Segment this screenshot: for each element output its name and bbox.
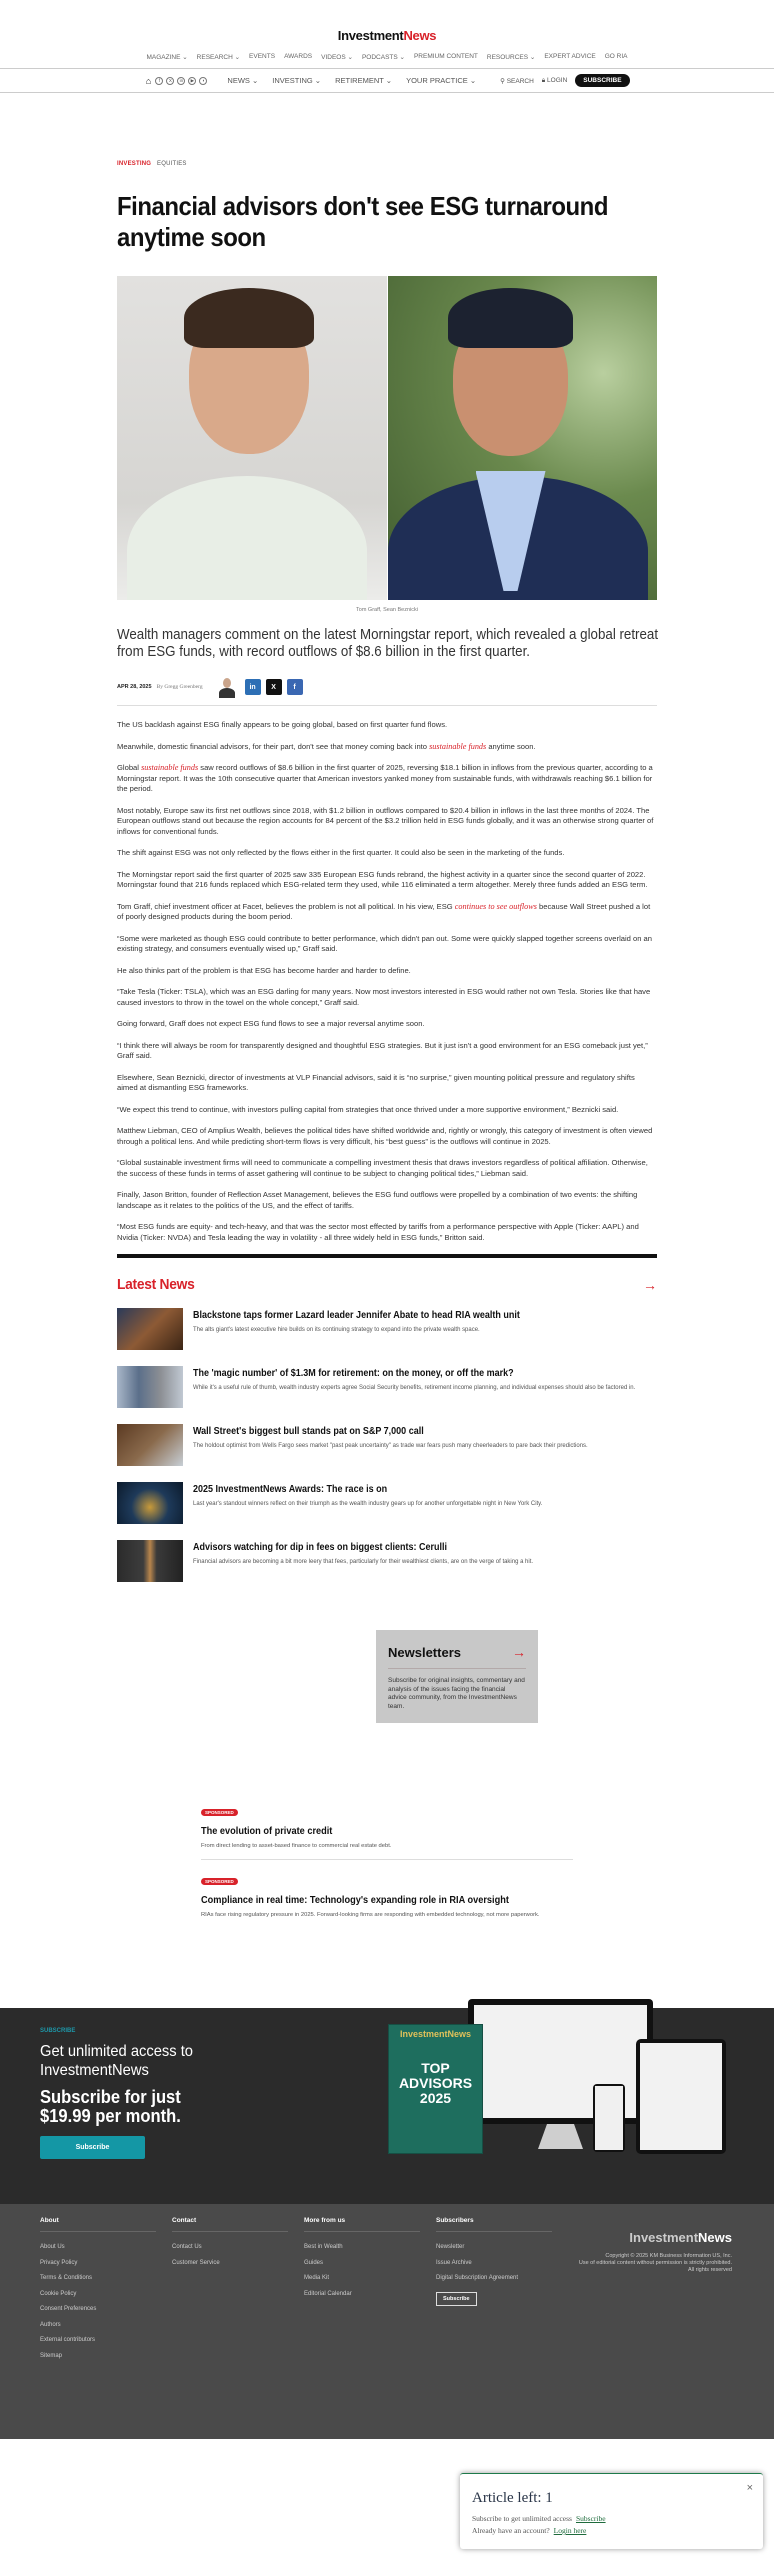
news-title[interactable]: Wall Street's biggest bull stands pat on S&P 7,000 call (193, 1426, 424, 1437)
article-body (117, 720, 657, 1243)
image-caption: Tom Graff, Sean Beznicki (356, 607, 418, 613)
news-item[interactable] (117, 1366, 657, 1424)
news-item[interactable] (117, 1482, 657, 1540)
paywall-login-link[interactable]: Login here (553, 2526, 587, 2535)
top-menu-awards[interactable]: AWARDS (284, 53, 313, 60)
home-icon[interactable]: ⌂ (145, 75, 152, 86)
author-avatar[interactable] (218, 676, 236, 698)
lock-icon: 🔒︎ (541, 76, 548, 84)
news-thumbnail[interactable] (117, 1366, 183, 1408)
copyright: Copyright © 2025 KM Business Information US, Inc. Use of editorial content without permission is strictly prohibited. All rights reserved (578, 2253, 732, 2273)
paragraph: Matthew Liebman, CEO of Amplius Wealth, believes the political tides have shifted worldwide and, rightly or wrongly, this category of investment is often viewed through a political lens. And while predicting short-term flows is very difficult, his “best guess” is the outflows will continue in 2025. (117, 1126, 653, 1146)
close-icon[interactable]: × (746, 2482, 753, 2494)
footer-link[interactable]: Terms & Conditions (40, 2275, 93, 2281)
footer-link[interactable]: Issue Archive (436, 2259, 472, 2266)
photo-sean-beznicki (388, 276, 658, 600)
footer-logo[interactable]: InvestmentNews (629, 2230, 732, 2245)
article-deck: Wealth managers comment on the latest Morningstar report, which revealed a global retreat from ESG funds, with record outflows of $8.6 billion in the first quarter. (117, 627, 659, 660)
footer-link[interactable]: Newsletter (436, 2244, 465, 2250)
category-equities[interactable]: EQUITIES (157, 161, 187, 167)
section-divider (117, 1254, 657, 1258)
paragraph: The Morningstar report said the first quarter of 2025 saw 335 European ESG funds rebrand, the highest activity in a quarter since the second quarter of 2022. Morningstar found that 216 funds replaced which ESG-related term they used, while 116 eliminated a term altogether. Merely three funds added an ESG term. (117, 869, 648, 889)
sponsored-badge: SPONSORED (201, 1809, 238, 1816)
phone-image (593, 2084, 625, 2152)
footer-link[interactable]: Media Kit (304, 2275, 330, 2281)
newsletter-heading[interactable]: Newsletters (388, 1644, 461, 1660)
news-title[interactable]: 2025 InvestmentNews Awards: The race is on (193, 1484, 388, 1495)
top-menu-events[interactable]: EVENTS (249, 53, 276, 60)
paragraph: Global sustainable funds saw record outflows of $8.6 billion in the first quarter of 2025, reversing $18.1 billion in inflows from the previous quarter, according to a Morningstar report. It was the 10th consecutive quarter that American investors yanked money from sustainable funds, with withdrawals reaching $6.1 billion for the period. (117, 763, 653, 793)
footer-link[interactable]: Consent Preferences (40, 2306, 97, 2312)
footer-link[interactable]: Contact Us (172, 2244, 202, 2250)
subscribe-button[interactable]: SUBSCRIBE (575, 74, 629, 87)
social-icons (144, 77, 207, 85)
top-menu-podcasts[interactable]: PODCASTS ⌄ (361, 54, 405, 61)
news-desc: Last year's standout winners reflect on their triumph as the wealth industry gears up for another unforgettable night in New York City. (193, 1500, 543, 1507)
news-thumbnail[interactable] (117, 1482, 183, 1524)
subscribe-promo (0, 2008, 774, 2204)
footer-link[interactable]: Digital Subscription Agreement (436, 2275, 519, 2281)
footer-col-subscribers: Subscribers Newsletter Issue Archive Digital Subscription Agreement Subscribe (436, 2217, 552, 2364)
publish-date: APR 28, 2025 (117, 684, 152, 690)
sponsored-badge: SPONSORED (201, 1878, 238, 1885)
sponsored-title[interactable]: The evolution of private credit (201, 1826, 333, 1837)
article-title: Financial advisors don't see ESG turnaround anytime soon (117, 191, 608, 252)
search-icon: ⚲ (500, 77, 507, 85)
login-button[interactable]: 🔒︎ LOGIN (541, 76, 568, 84)
sponsored-content (201, 1801, 573, 1928)
paragraph: Finally, Jason Britton, founder of Reflection Asset Management, believes the ESG fund outflows were propelled by a combination of two events: the shifting landscape as it relates to the politics of the US, and the effect of tariffs. (117, 1190, 638, 1210)
site-header (0, 0, 774, 93)
news-title[interactable]: Advisors watching for dip in fees on biggest clients: Cerulli (193, 1542, 448, 1553)
nav-retirement[interactable]: RETIREMENT ⌄ (335, 76, 393, 85)
footer-link[interactable]: Guides (304, 2259, 324, 2266)
top-menu-magazine[interactable]: MAGAZINE ⌄ (146, 54, 188, 61)
site-logo[interactable]: InvestmentNews (337, 28, 437, 43)
latest-news (117, 1276, 657, 1598)
newsletter-card[interactable] (376, 1630, 538, 1723)
latest-news-heading[interactable]: Latest News (117, 1276, 195, 1293)
article-categories (117, 161, 657, 167)
author-name[interactable]: By Gregg Greenberg (156, 684, 203, 690)
news-item[interactable] (117, 1424, 657, 1482)
magazine-cover: InvestmentNews TOP ADVISORS 2025 (388, 2024, 483, 2154)
paywall-popup: × Article left: 1 Subscribe to get unlimited access Subscribe Already have an account? Login here (460, 2473, 763, 2549)
paragraph: “Take Tesla (Ticker: TSLA), which was an ESG darling for many years. Now most investors interested in ESG would rather not own Tesla. Stories like that have caused investors to throw in the towel on the whole concept,” Graff said. (117, 987, 651, 1007)
top-menu-research[interactable]: RESEARCH ⌄ (196, 54, 241, 61)
sponsored-desc: RIAs face rising regulatory pressure in 2025. Forward-looking firms are responding with embedded technology, not more paperwork. (201, 1912, 540, 1918)
footer-col-about: About About Us Privacy Policy Terms & Conditions Cookie Policy Consent Preferences Authors External contributors Sitemap (40, 2217, 156, 2364)
news-item[interactable] (117, 1308, 657, 1366)
paragraph: He also thinks part of the problem is that ESG has become harder and harder to define. (117, 965, 411, 975)
main-nav (0, 68, 774, 93)
arrow-right-icon[interactable]: → (643, 1276, 657, 1293)
linkedin-icon[interactable]: in (177, 77, 185, 85)
footer-col-contact: Contact Contact Us Customer Service (172, 2217, 288, 2364)
photo-tom-graff (117, 276, 387, 600)
sponsored-item[interactable] (201, 1801, 573, 1859)
news-desc: The holdout optimist from Wells Fargo sees market "past peak uncertainty" as trade war fears push many cheerleaders to pare back their predictions. (193, 1442, 588, 1449)
monitor-image (468, 1999, 653, 2124)
newsletter-desc: Subscribe for original insights, commentary and analysis of the issues facing the financial advice community, from the InvestmentNews team. (388, 1677, 525, 1710)
paragraph: Going forward, Graff does not expect ESG fund flows to see a major reversal anytime soon. (117, 1019, 425, 1028)
news-thumbnail[interactable] (117, 1308, 183, 1350)
share-facebook-icon[interactable]: f (287, 679, 303, 695)
nav-investing[interactable]: INVESTING ⌄ (272, 76, 322, 85)
footer-link[interactable]: External contributors (40, 2337, 96, 2343)
footer-col-more: More from us Best in Wealth Guides Media Kit Editorial Calendar (304, 2217, 420, 2364)
sponsored-desc: From direct lending to asset-based finance to commercial real estate debt. (201, 1843, 392, 1849)
footer-link[interactable]: Sitemap (40, 2352, 63, 2359)
paragraph: Most notably, Europe saw its first net outflows since 2018, with $1.2 billion in outflows compared to $20.4 billion in inflows in the last three months of 2024. The European outflows stand out because the region accounts for 84 percent of the $3.2 trillion held in ESG funds globally, and it was an otherwise strong quarter of inflows for conventional funds. (117, 805, 654, 836)
top-menu-videos[interactable]: VIDEOS ⌄ (321, 54, 353, 61)
nav-your-practice[interactable]: YOUR PRACTICE ⌄ (406, 76, 477, 85)
footer-link[interactable]: Authors (40, 2321, 61, 2328)
paragraph: Meanwhile, domestic financial advisors, for their part, don't see that money coming back into sustainable funds anytime soon. (117, 741, 536, 751)
devices-illustration (388, 1999, 743, 2159)
search-button[interactable]: ⚲ SEARCH (500, 77, 534, 85)
paragraph: Tom Graff, chief investment officer at Facet, believes the problem is not all political. In his view, ESG continues to see outflows because Wall Street pushed a lot of poorly designed products during the boom period. (117, 901, 651, 921)
paragraph: “Some were marketed as though ESG could contribute to better performance, which didn't pan out. Some were quickly slapped together screens overlaid on an existing strategy, and consumers eventually wised up,” Graff said. (117, 933, 652, 953)
rss-icon[interactable]: ◗ (199, 77, 207, 85)
promo-kicker: SUBSCRIBE (40, 2028, 76, 2034)
footer-link[interactable]: Best in Wealth (304, 2244, 343, 2250)
tablet-image (636, 2039, 726, 2154)
link-sustainable-funds[interactable]: sustainable funds (429, 741, 487, 751)
paragraph: Elsewhere, Sean Beznicki, director of investments at VLP Financial advisors, said it is “no surprise,” given mounting political pressure and regulatory shifts aimed at dismantling ESG frameworks. (117, 1072, 635, 1092)
footer-link[interactable]: About Us (40, 2244, 65, 2250)
news-thumbnail[interactable] (117, 1540, 183, 1582)
promo-lead: Get unlimited access to InvestmentNews (40, 2043, 193, 2079)
news-desc: While it's a useful rule of thumb, wealth industry experts agree Social Security benefits, retirement income planning, and individual expenses should also be factored in. (193, 1384, 636, 1391)
nav-actions (500, 74, 629, 87)
nav-news[interactable]: NEWS ⌄ (227, 76, 259, 85)
top-menu-go-ria[interactable]: GO RIA (604, 53, 628, 60)
link-continues-to-see-outflows[interactable]: continues to see outflows (454, 901, 537, 911)
news-thumbnail[interactable] (117, 1424, 183, 1466)
news-desc: The alts giant's latest executive hire builds on its continuing strategy to expand into the private wealth space. (193, 1326, 480, 1333)
footer-brand (572, 2230, 732, 2274)
category-investing[interactable]: INVESTING (117, 161, 152, 167)
news-item[interactable] (117, 1540, 657, 1598)
arrow-right-icon[interactable]: → (512, 1644, 526, 1660)
paywall-title: Article left: 1 (472, 2490, 553, 2506)
hero-image (117, 276, 657, 600)
paragraph: “I think there will always be room for transparently designed and thoughtful ESG strategies. But it just isn't a good environment for an ESG comeback just yet,” Graff said. (117, 1040, 648, 1060)
paywall-subscribe-link[interactable]: Subscribe (575, 2514, 606, 2523)
share-x-icon[interactable]: X (266, 679, 282, 695)
paragraph: The shift against ESG was not only reflected by the flows either in the first quarter. It could also be seen in the marketing of the funds. (117, 848, 565, 857)
paragraph: The US backlash against ESG finally appears to be going global, based on first quarter fund flows. (117, 720, 448, 729)
paragraph: “Most ESG funds are equity- and tech-heavy, and that was the sector most effected by tariffs from a performance perspective with Apple (Ticker: AAPL) and Nvidia (Ticker: NVDA) and Tesla leading the way in volatility - all three widely held in ESG funds,” Britton said. (117, 1222, 639, 1242)
news-title[interactable]: The 'magic number' of $1.3M for retirement: on the money, or off the mark? (193, 1368, 514, 1379)
news-title[interactable]: Blackstone taps former Lazard leader Jennifer Abate to head RIA wealth unit (193, 1310, 520, 1321)
article (117, 93, 657, 1598)
youtube-icon[interactable]: ▶ (188, 77, 196, 85)
share-linkedin-icon[interactable]: in (245, 679, 261, 695)
top-menu-premium-content[interactable]: PREMIUM CONTENT (413, 53, 478, 60)
x-icon[interactable]: X (166, 77, 174, 85)
footer-subscribe-button[interactable]: Subscribe (436, 2292, 477, 2306)
facebook-icon[interactable]: f (155, 77, 163, 85)
link-sustainable-funds-2[interactable]: sustainable funds (141, 763, 199, 772)
sponsored-item[interactable] (201, 1859, 573, 1928)
footer-link[interactable]: Cookie Policy (40, 2290, 77, 2297)
promo-price: Subscribe for just $19.99 per month. (40, 2087, 181, 2126)
top-menu-expert-advice[interactable]: EXPERT ADVICE (544, 53, 596, 60)
byline (117, 676, 657, 706)
footer-link[interactable]: Privacy Policy (40, 2259, 78, 2266)
news-desc: Financial advisors are becoming a bit more leery that fees, particularly for their wealthiest clients, are on the verge of taking a hit. (193, 1558, 534, 1565)
paragraph: “We expect this trend to continue, with investors pulling capital from strategies that once thrived under a more supportive environment,” Beznicki said. (117, 1104, 619, 1114)
footer-link[interactable]: Editorial Calendar (304, 2290, 352, 2297)
top-menu-resources[interactable]: RESOURCES ⌄ (486, 54, 536, 61)
site-footer (0, 2204, 774, 2439)
sponsored-title[interactable]: Compliance in real time: Technology's expanding role in RIA oversight (201, 1895, 509, 1906)
footer-link[interactable]: Customer Service (172, 2259, 220, 2266)
promo-subscribe-button[interactable]: Subscribe (40, 2136, 145, 2159)
top-menu (0, 53, 774, 61)
paragraph: “Global sustainable investment firms will need to communicate a compelling investment thesis that draws investors regardless of political affiliation. Otherwise, the success of these funds in terms of asset gathering will continue to be subject to changing political tides,” Liebman said. (117, 1158, 648, 1178)
